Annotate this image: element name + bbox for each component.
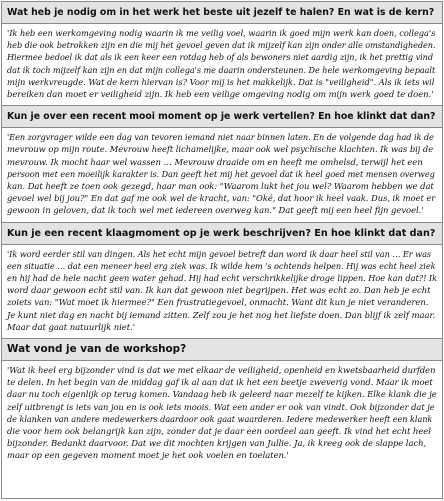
answer-line: die voor hem ook belangrijk kan zijn, zonder dat je daar een oordeel aan geeft. Ik vind het echt heel bbox=[7, 426, 431, 437]
answer-line: gewoon in geloven, dat ik toch wel met iedereen overweg kan." Dat geeft mij een heel fijn gevoel.' bbox=[7, 205, 424, 216]
answer-line: 'Ik heb een werkomgeving nodig waarin ik me veilig voel, waarin ik goed mijn werk kan doen, collega's bbox=[7, 28, 436, 38]
answer-line: mevrouw. Ik mocht haar wel wassen … Mevrouw draaide om en heeft me omhelsd, terwijl het een bbox=[7, 156, 423, 167]
answer-text bbox=[2, 361, 442, 467]
answer-text bbox=[2, 24, 442, 105]
answer-line: mevrouw op mijn route. Mevrouw heeft lichamelijke, maar ook wel psychische klachten. Ik was bij de bbox=[7, 144, 434, 155]
question-heading: Kun je een recent klaagmoment op je werk beschrijven? En hoe klinkt dat dan? bbox=[2, 223, 442, 245]
interview-table bbox=[1, 1, 443, 499]
answer-line: bijzonder. Bedankt daarvoor. Dat we dit mochten krijgen van Jullie. Ja, ik kreeg ook de slappe lach, bbox=[7, 438, 427, 449]
answer-line: zelf uitbrengt is iets van jou en is ook iets moois. Wat een ander er ook van vindt. Ook bijzonder dat je bbox=[7, 401, 435, 412]
answer-line: de klanken van andere medewerkers daardoor ook gaat waarderen. Iedere medewerker heeft een klank bbox=[7, 413, 433, 424]
answer-line: bereiken dan moet er veiligheid zijn. Ik heb een veilige omgeving nodig om mijn werk goed te doen.' bbox=[7, 89, 434, 100]
answer-line: dat ik toch mijzelf kan zijn en dat mijn collega's me daarin ondersteunen. De hele werkomgeving bepaalt bbox=[7, 64, 436, 75]
answer-line: mijn werkvreugde. Wat de kern hiervan is? Voor mij is het makkelijk. Dat is "veiligheid". Als ik iets wil bbox=[7, 76, 435, 87]
answer-line: kan. Dat heeft ze toen ook gezegd, haar man ook: "Waarom lukt het jou wel? Waarom hebben we dat bbox=[7, 181, 434, 192]
qa-block-1 bbox=[2, 2, 442, 106]
answer-line: heb die ook betrokken zijn en die mij het gevoel geven dat ik mijzelf kan zijn onder alle omstandigheden. bbox=[7, 40, 436, 51]
qa-block-2 bbox=[2, 106, 442, 222]
answer-line: 'Ik word eerder stil van dingen. Als het echt mijn gevoel betreft dan word ik daar heel stil van … Er was bbox=[7, 248, 431, 259]
answer-text bbox=[2, 245, 442, 338]
qa-block-4 bbox=[2, 339, 442, 467]
answer-line: Maar dat gaat natuurlijk niet.' bbox=[7, 321, 135, 332]
answer-line: daar nu toch eigenlijk op terug komen. Vandaag heb ik geleerd naar mezelf te kijken. Elke klank die je bbox=[7, 389, 437, 400]
answer-line: zoiets van: "Wat moet ik hiermee?" Een frustratiegevoel, onmacht. Want dit kun je niet veranderen. bbox=[7, 297, 429, 308]
answer-line: gevoel wel bij jou?" En dat gaf me ook wel de kracht, van: "Oké, dat hoor ik heel vaak. Dus, ik moet er bbox=[7, 193, 436, 204]
question-heading: Wat vond je van de workshop? bbox=[2, 339, 442, 361]
question-heading: Wat heb je nodig om in het werk het beste uit jezelf te halen? En wat is de kern? bbox=[2, 2, 442, 24]
answer-line: en hij had de hele nacht geen water gehad. Hij had echt verschrikkelijke droge lippen. Hoe kan dat?! Ik bbox=[7, 273, 438, 284]
answer-text bbox=[2, 128, 442, 221]
answer-line: een situatie … dat een meneer heel erg ziek was. Ik wilde hem 's ochtends helpen. Hij was echt heel ziek bbox=[7, 260, 436, 271]
answer-line: persoon met een moeilijk karakter is. Dan geeft het mij het gevoel dat ik heel goed met mensen overweg bbox=[7, 168, 435, 179]
question-heading: Kun je over een recent mooi moment op je werk vertellen? En hoe klinkt dat dan? bbox=[2, 106, 442, 128]
answer-line: Hiermee bedoel ik dat als ik een keer een rotdag heb of als bewoners niet aardig zijn, ik het prettig vind bbox=[7, 52, 434, 63]
answer-line: 'Een zorgvrager wilde een dag van tevoren iemand niet naar binnen laten. En de volgende dag had ik de bbox=[7, 132, 434, 143]
answer-line: maar op een gegeven moment moet je het ook voelen en toelaten.' bbox=[7, 450, 289, 461]
qa-block-3 bbox=[2, 223, 442, 339]
answer-line: Je kunt niet dag en nacht bij iemand zitten. Zelf zou je het nog het liefste doen. Dan blijf ik zelf maar. bbox=[7, 309, 436, 320]
answer-line: te delen. In het begin van de middag gaf ik al aan dat ik het een beetje zweverig vond. Maar ik moet bbox=[7, 377, 433, 388]
answer-line: 'Wat ik heel erg bijzonder vind is dat we met elkaar de veiligheid, openheid en kwetsbaarheid durfden bbox=[7, 365, 436, 376]
answer-line: word daar gewoon echt stil van. Ik kan dat gewoon niet begrijpen. Het was echt zo. Dan heb je echt bbox=[7, 285, 431, 296]
